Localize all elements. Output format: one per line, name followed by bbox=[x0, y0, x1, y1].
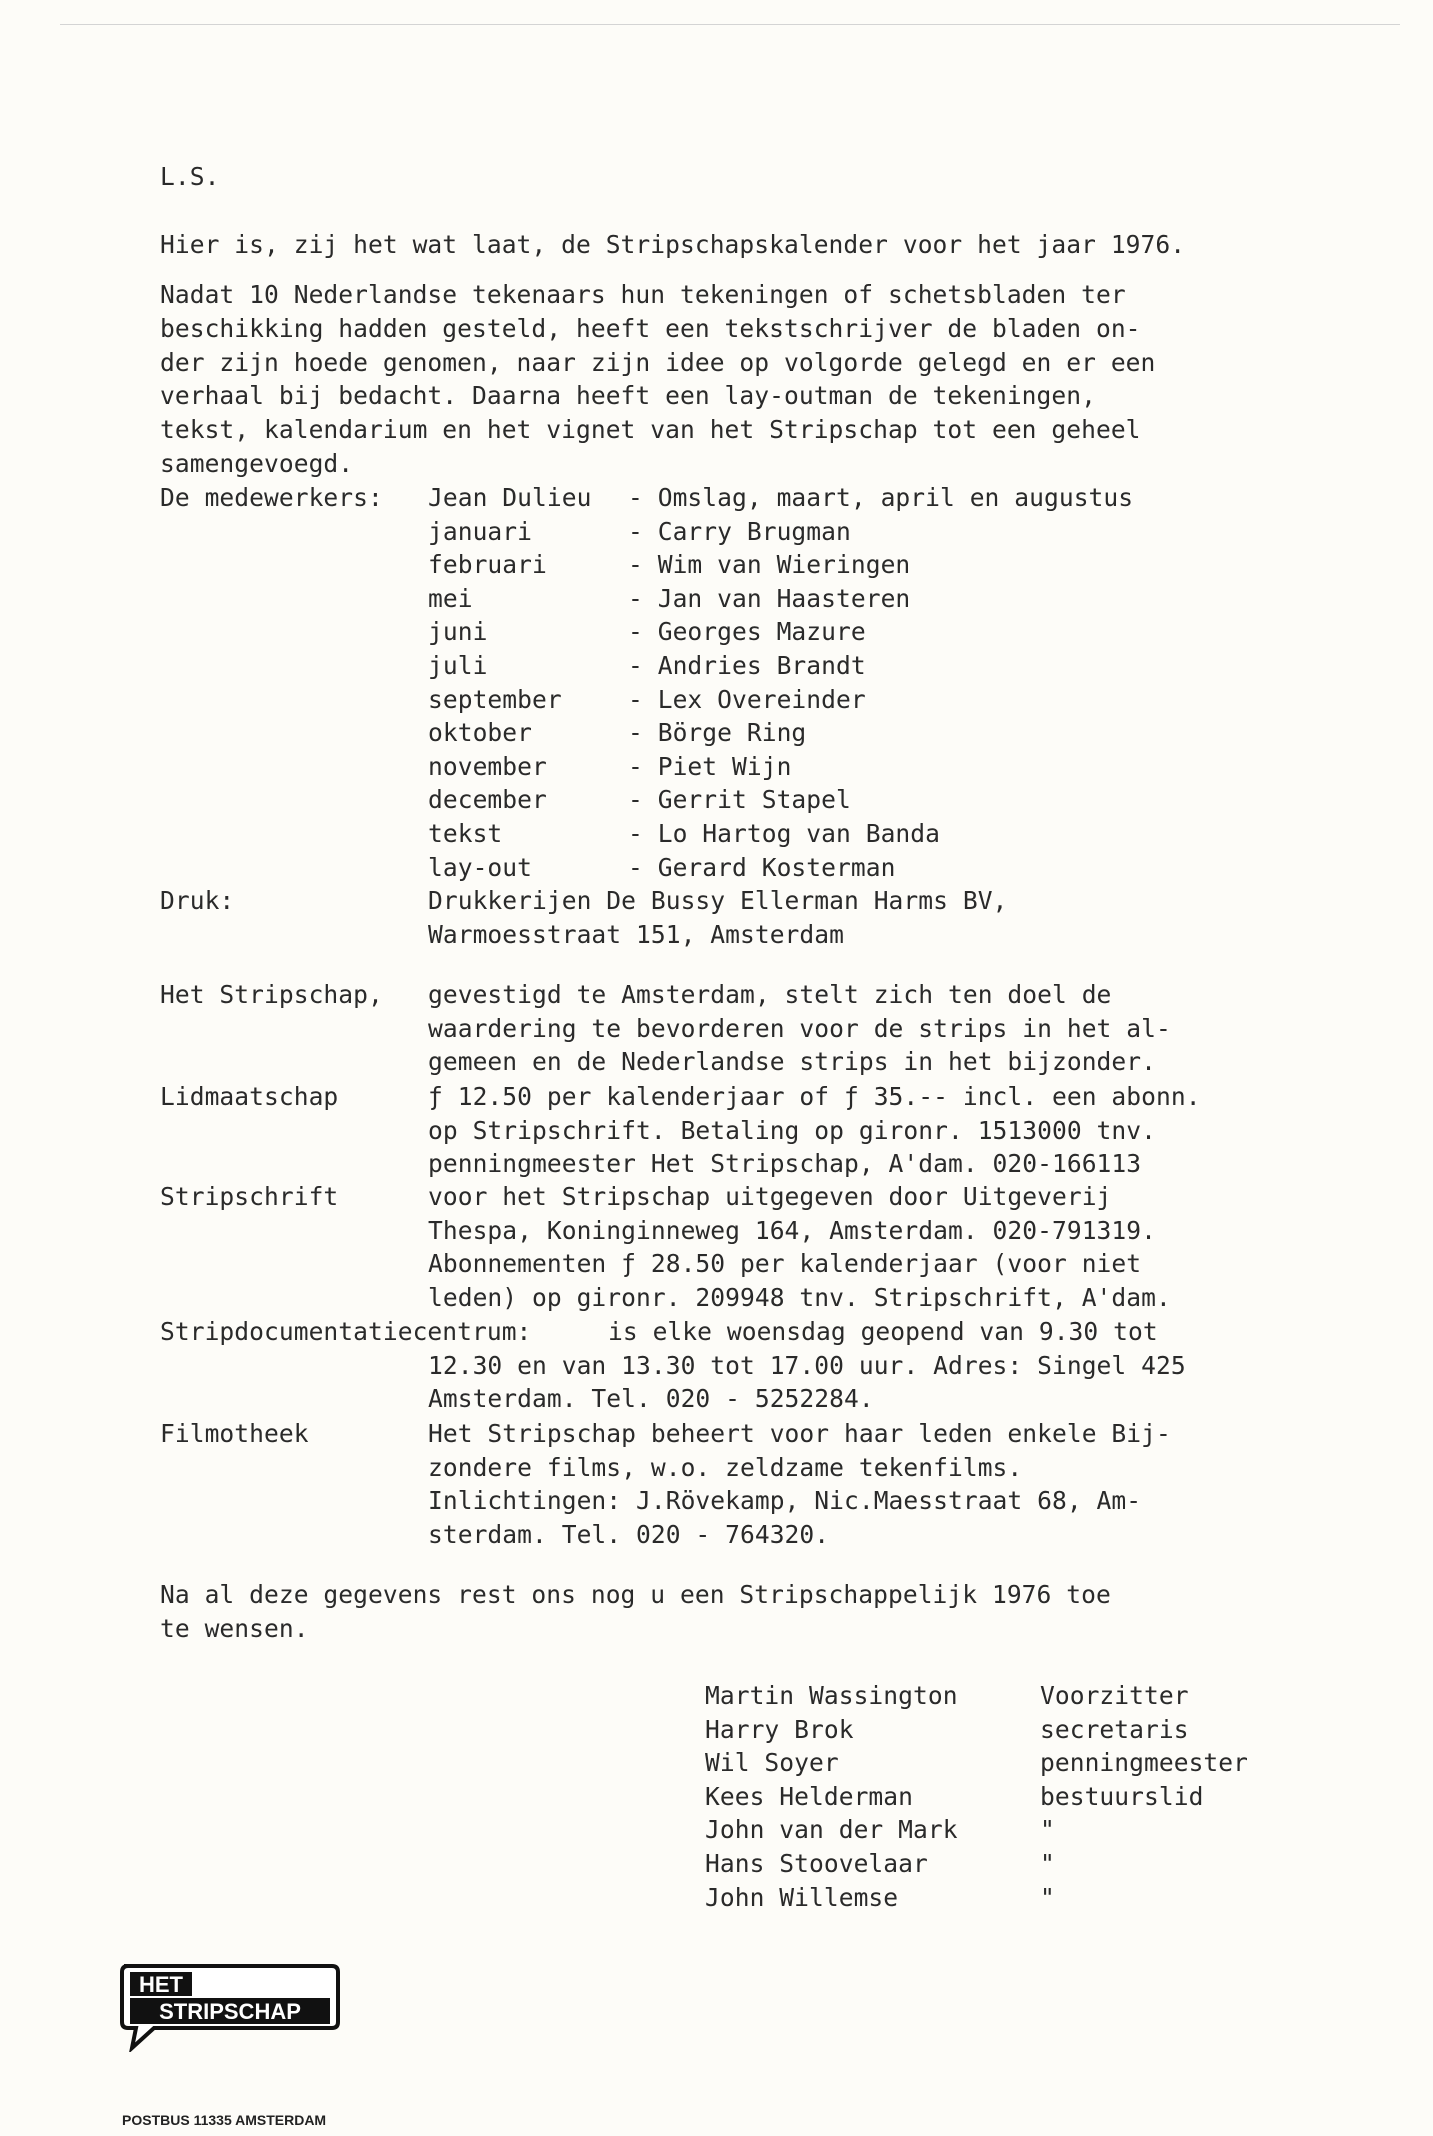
section-line: voor het Stripschap uitgegeven door Uitgeverij bbox=[428, 1182, 1112, 1211]
section-label: Lidmaatschap bbox=[160, 1082, 339, 1111]
board-member-role: " bbox=[1040, 1882, 1055, 1912]
contributor-month: januari bbox=[428, 516, 532, 546]
salutation: L.S. bbox=[160, 162, 220, 191]
intro-line: Hier is, zij het wat laat, de Stripschapskalender voor het jaar 1976. bbox=[160, 230, 1186, 259]
paragraph-line: samengevoegd. bbox=[160, 449, 354, 478]
stripschap-logo bbox=[118, 1960, 342, 2052]
contributor-name: - Wim van Wieringen bbox=[628, 550, 911, 580]
board-member-role: secretaris bbox=[1040, 1714, 1189, 1744]
closing-line: Na al deze gegevens rest ons nog u een Stripschappelijk 1976 toe bbox=[160, 1580, 1111, 1609]
contributor-name: - Gerard Kosterman bbox=[628, 852, 896, 882]
contributor-name: - Gerrit Stapel bbox=[628, 785, 851, 815]
print-line: Drukkerijen De Bussy Ellerman Harms BV, bbox=[428, 886, 1008, 915]
section-line: ƒ 12.50 per kalenderjaar of ƒ 35.-- incl. een abonn. bbox=[428, 1082, 1201, 1111]
board-member-role: bestuurslid bbox=[1040, 1781, 1204, 1811]
section-line: sterdam. Tel. 020 - 764320. bbox=[428, 1519, 830, 1549]
contributor-name: Jean Dulieu bbox=[428, 483, 592, 512]
contributor-name: - Carry Brugman bbox=[628, 516, 851, 546]
paragraph-line: Nadat 10 Nederlandse tekenaars hun tekeningen of schetsbladen ter bbox=[160, 280, 1126, 309]
section-line: penningmeester Het Stripschap, A'dam. 020-166113 bbox=[428, 1149, 1142, 1179]
section-line: Abonnementen ƒ 28.50 per kalenderjaar (voor niet bbox=[428, 1249, 1142, 1279]
contributor-month: juli bbox=[428, 651, 488, 680]
section-line: waardering te bevorderen voor de strips in het al- bbox=[428, 1013, 1171, 1043]
section-line: Inlichtingen: J.Rövekamp, Nic.Maesstraat 68, Am- bbox=[428, 1486, 1142, 1516]
board-member-name: Martin Wassington bbox=[705, 1681, 958, 1710]
section-line: is elke woensdag geopend van 9.30 tot bbox=[608, 1317, 1158, 1346]
closing-line: te wensen. bbox=[160, 1613, 309, 1643]
board-member-role: " bbox=[1040, 1815, 1055, 1845]
section-line: leden) op gironr. 209948 tnv. Stripschrift, A'dam. bbox=[428, 1282, 1171, 1312]
postbus-address: POSTBUS 11335 AMSTERDAM bbox=[122, 2112, 327, 2128]
section-line: op Stripschrift. Betaling op gironr. 1513000 tnv. bbox=[428, 1115, 1156, 1145]
contributor-name: - Lex Overeinder bbox=[628, 684, 866, 714]
contributor-month: mei bbox=[428, 583, 473, 613]
contributor-month: oktober bbox=[428, 718, 532, 748]
board-member-role: penningmeester bbox=[1040, 1748, 1248, 1778]
board-member-role: " bbox=[1040, 1849, 1055, 1878]
contributors-label: De medewerkers: bbox=[160, 483, 383, 512]
section-line: zondere films, w.o. zeldzame tekenfilms. bbox=[428, 1452, 1023, 1482]
logo-text-het: HET bbox=[139, 1972, 183, 1997]
section-label: Het Stripschap, bbox=[160, 980, 383, 1009]
section-line: Amsterdam. Tel. 020 - 5252284. bbox=[428, 1384, 874, 1414]
paragraph-line: tekst, kalendarium en het vignet van het Stripschap tot een geheel bbox=[160, 415, 1141, 444]
paragraph-line: beschikking hadden gesteld, heeft een tekstschrijver de bladen on- bbox=[160, 314, 1141, 343]
contributor-name: - Börge Ring bbox=[628, 718, 807, 748]
board-member-name: John van der Mark bbox=[705, 1815, 958, 1845]
board-member-name: Kees Helderman bbox=[705, 1781, 913, 1811]
board-member-name: John Willemse bbox=[705, 1882, 899, 1912]
board-member-name: Harry Brok bbox=[705, 1714, 854, 1744]
board-member-role: Voorzitter bbox=[1040, 1681, 1189, 1710]
contributor-month: december bbox=[428, 785, 547, 815]
paragraph-line: verhaal bij bedacht. Daarna heeft een lay-outman de tekeningen, bbox=[160, 381, 1096, 410]
board-member-name: Wil Soyer bbox=[705, 1748, 839, 1778]
contributor-month: september bbox=[428, 684, 562, 714]
contributor-month: november bbox=[428, 751, 547, 781]
section-line: 12.30 en van 13.30 tot 17.00 uur. Adres: Singel 425 bbox=[428, 1350, 1186, 1380]
contributor-name: - Jan van Haasteren bbox=[628, 583, 911, 613]
section-line: Thespa, Koninginneweg 164, Amsterdam. 020-791319. bbox=[428, 1215, 1156, 1245]
contributor-month: juni bbox=[428, 617, 488, 647]
contributor-name: - Piet Wijn bbox=[628, 751, 792, 781]
contributor-month: lay-out bbox=[428, 852, 532, 882]
board-member-name: Hans Stoovelaar bbox=[705, 1849, 928, 1878]
contributor-month: tekst bbox=[428, 819, 503, 848]
print-label: Druk: bbox=[160, 886, 235, 915]
contributor-name: - Andries Brandt bbox=[628, 651, 866, 680]
section-line: Het Stripschap beheert voor haar leden enkele Bij- bbox=[428, 1419, 1171, 1448]
section-line: gevestigd te Amsterdam, stelt zich ten doel de bbox=[428, 980, 1112, 1009]
section-label: Stripdocumentatiecentrum: bbox=[160, 1317, 532, 1346]
section-label: Filmotheek bbox=[160, 1419, 309, 1448]
contributor-month: februari bbox=[428, 550, 547, 580]
contributor-name: - Georges Mazure bbox=[628, 617, 866, 647]
logo-text-stripschap: STRIPSCHAP bbox=[159, 1999, 301, 2024]
section-line: gemeen en de Nederlandse strips in het bijzonder. bbox=[428, 1047, 1156, 1077]
contributor-name: - Lo Hartog van Banda bbox=[628, 819, 940, 848]
section-label: Stripschrift bbox=[160, 1182, 339, 1211]
contributor-role: - Omslag, maart, april en augustus bbox=[628, 483, 1134, 512]
print-line: Warmoesstraat 151, Amsterdam bbox=[428, 919, 844, 949]
paragraph-line: der zijn hoede genomen, naar zijn idee op volgorde gelegd en er een bbox=[160, 348, 1156, 377]
